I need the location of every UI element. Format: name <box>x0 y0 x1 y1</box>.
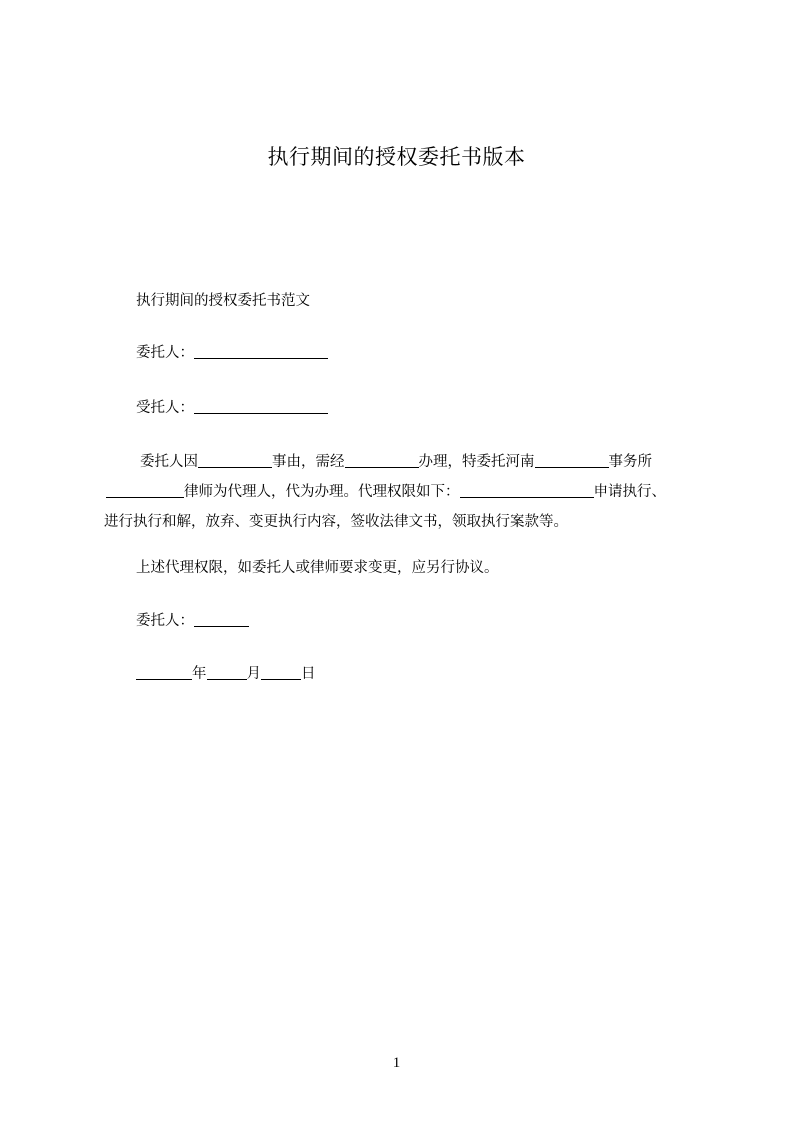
client-label: 委托人： <box>136 345 194 361</box>
reason-blank <box>198 453 272 468</box>
via-blank <box>345 453 419 468</box>
agent-blank <box>194 399 328 414</box>
body-text-1d: 事务所 <box>608 454 652 470</box>
document-title: 执行期间的授权委托书版本 <box>267 145 526 169</box>
year-blank <box>136 665 192 680</box>
agent-line <box>104 393 714 423</box>
agent-label: 受托人： <box>136 400 194 416</box>
signature-blank <box>194 612 249 627</box>
subtitle-paragraph <box>104 286 714 316</box>
date-line <box>104 659 714 689</box>
body-text-1c: 办理，特委托河南 <box>418 454 535 470</box>
body-paragraph <box>104 447 714 537</box>
case-blank <box>460 483 594 498</box>
body-line-1 <box>104 447 714 477</box>
body-line-3: 进行执行和解，放弃、变更执行内容，签收法律文书，领取执行案款等。 <box>104 514 568 530</box>
note-text: 上述代理权限，如委托人或律师要求变更，应另行协议。 <box>136 560 499 576</box>
firm-blank <box>535 453 609 468</box>
body-line-2 <box>104 477 714 507</box>
subtitle-text: 执行期间的授权委托书范文 <box>136 293 310 309</box>
day-label: 日 <box>301 666 316 682</box>
body-text-1b: 事由，需经 <box>272 454 345 470</box>
year-label: 年 <box>192 666 207 682</box>
body-text-2a: 律师为代理人，代为办理。代理权限如下： <box>184 484 460 500</box>
day-blank <box>261 665 301 680</box>
body-text-2b: 申请执行、 <box>593 484 666 500</box>
client-line <box>104 338 714 368</box>
page-number: 1 <box>392 1055 401 1071</box>
signature-line <box>104 606 714 636</box>
signature-label: 委托人： <box>136 613 194 629</box>
note-paragraph <box>104 553 714 583</box>
month-blank <box>207 665 247 680</box>
client-blank <box>194 344 328 359</box>
month-label: 月 <box>246 666 261 682</box>
lawyer-blank <box>106 483 184 498</box>
body-text-1a: 委托人因 <box>140 454 198 470</box>
